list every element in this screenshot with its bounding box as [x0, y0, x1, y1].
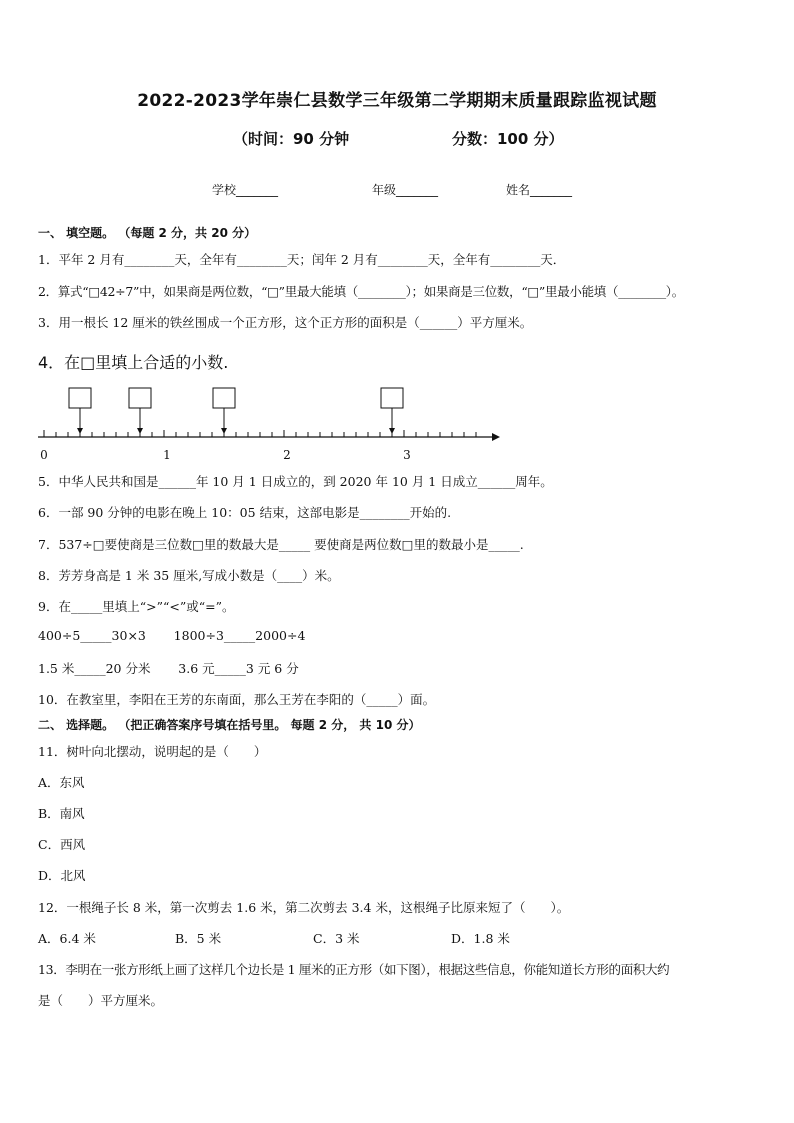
score-label: 分数：100 分）: [452, 130, 564, 148]
question-3: 3．用一根长 12 厘米的铁丝围成一个正方形，这个正方形的面积是（______）平方厘米。: [38, 315, 533, 330]
number-line-boxes: [69, 388, 403, 434]
question-13-line-1: 13．李明在一张方形纸上画了这样几个边长是 1 厘米的正方形（如下图），根据这些信息，你能知道长方形的面积大约: [38, 962, 670, 977]
option-b: B．南风: [38, 806, 85, 821]
tick-label-3: 3: [403, 448, 411, 462]
pointer-arrow-2: [137, 428, 143, 434]
question-7: 7．537÷□要使商是三位数□里的数最大是_____ 要使商是两位数□里的数最小是_____.: [38, 537, 524, 552]
question-5: 5．中华人民共和国是______年 10 月 1 日成立的，到 2020 年 10 月 1 日成立______周年。: [38, 474, 553, 489]
tick-label-2: 2: [283, 448, 291, 462]
q12-option-b: B．5 米: [175, 931, 222, 946]
school-field: 学校_______: [212, 183, 279, 197]
q12-option-a: A．6.4 米: [38, 931, 96, 946]
question-12: 12．一根绳子长 8 米，第一次剪去 1.6 米，第二次剪去 3.4 米，这根绳子比原来短了（ ）。: [38, 900, 570, 915]
option-d: D．北风: [38, 868, 86, 883]
grade-field: 年级_______: [372, 183, 439, 197]
number-line-figure: [30, 380, 510, 464]
answer-box-2: [129, 388, 151, 408]
question-10: 10．在教室里，李阳在王芳的东南面，那么王芳在李阳的（_____）面。: [38, 692, 436, 707]
pointer-arrow-1: [77, 428, 83, 434]
question-8: 8．芳芳身高是 1 米 35 厘米,写成小数是（____）米。: [38, 568, 340, 583]
tick-label-1: 1: [163, 448, 171, 462]
option-a: A．东风: [38, 775, 85, 790]
option-c: C．西风: [38, 837, 86, 852]
question-13-line-2: 是（ ）平方厘米。: [38, 993, 164, 1008]
name-field: 姓名_______: [506, 183, 573, 197]
question-4: 4．在□里填上合适的小数.: [38, 353, 229, 372]
page-title: 2022-2023学年崇仁县数学三年级第二学期期末质量跟踪监视试题: [137, 91, 657, 111]
question-6: 6．一部 90 分钟的电影在晚上 10：05 结束，这部电影是________开始的.: [38, 505, 452, 520]
time-label: （时间：90 分钟: [233, 130, 350, 148]
question-9-row-1: 400÷5_____30×3 1800÷3_____2000÷4: [38, 628, 306, 643]
question-11: 11．树叶向北摆动，说明起的是（ ）: [38, 744, 267, 759]
question-2: 2．算式“□42÷7”中，如果商是两位数，“□”里最大能填（________）；如果商是三位数，“□”里最小能填（________）。: [38, 284, 684, 299]
section-2-heading: 二、 选择题。 （把正确答案序号填在括号里。 每题 2 分， 共 10 分）: [38, 718, 421, 732]
question-9: 9．在_____里填上“>”“<”或“=”。: [38, 599, 235, 614]
section-1-heading: 一、 填空题。 （每题 2 分，共 20 分）: [38, 226, 257, 240]
q12-option-c: C．3 米: [313, 931, 360, 946]
answer-box-1: [69, 388, 91, 408]
q12-option-d: D．1.8 米: [451, 931, 510, 946]
question-1: 1．平年 2 月有________天，全年有________天；闰年 2 月有________天，全年有________天．: [38, 252, 566, 267]
answer-box-3: [213, 388, 235, 408]
pointer-arrow-4: [389, 428, 395, 434]
answer-box-4: [381, 388, 403, 408]
pointer-arrow-3: [221, 428, 227, 434]
number-line-arrow: [492, 433, 500, 441]
tick-label-0: 0: [40, 448, 48, 462]
question-9-row-2: 1.5 米_____20 分米 3.6 元_____3 元 6 分: [38, 661, 299, 676]
number-line-ticks: [44, 430, 476, 437]
